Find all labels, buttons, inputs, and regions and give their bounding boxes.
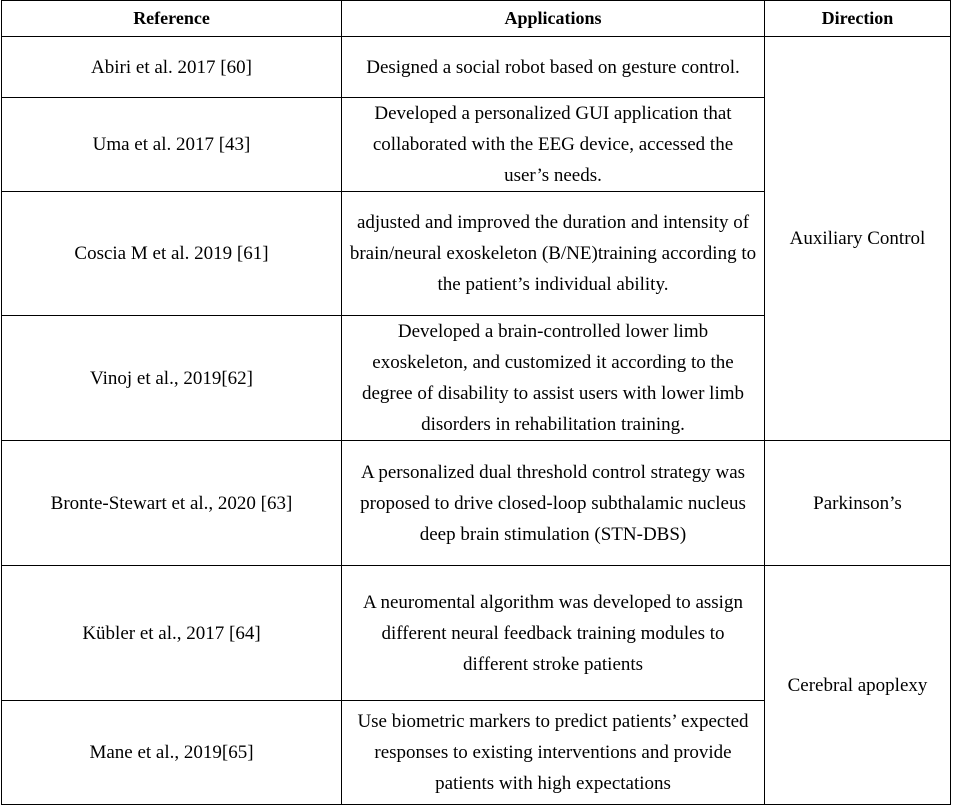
reference-cell: Mane et al., 2019[65]: [2, 701, 342, 805]
table-row: [2, 566, 951, 701]
application-cell: Use biometric markers to predict patients’ expected responses to existing interventions and provide patients with high expectations: [342, 701, 765, 805]
table-body: [2, 37, 951, 805]
direction-cell-auxiliary-control: Auxiliary Control: [765, 37, 951, 441]
direction-cell-cerebral-apoplexy: Cerebral apoplexy: [765, 566, 951, 805]
header-reference: Reference: [2, 1, 342, 37]
references-table: [1, 0, 951, 805]
table-header: [2, 1, 951, 37]
application-cell: A personalized dual threshold control strategy was proposed to drive closed-loop subthalamic nucleus deep brain stimulation (STN-DBS): [342, 441, 765, 566]
direction-cell-parkinsons: Parkinson’s: [765, 441, 951, 566]
application-cell: A neuromental algorithm was developed to assign different neural feedback training modules to different stroke patients: [342, 566, 765, 701]
application-cell: adjusted and improved the duration and intensity of brain/neural exoskeleton (B/NE)training according to the patient’s individual ability.: [342, 192, 765, 316]
reference-cell: Kübler et al., 2017 [64]: [2, 566, 342, 701]
reference-cell: Bronte-Stewart et al., 2020 [63]: [2, 441, 342, 566]
reference-cell: Uma et al. 2017 [43]: [2, 98, 342, 192]
application-cell: Designed a social robot based on gesture control.: [342, 37, 765, 98]
reference-cell: Vinoj et al., 2019[62]: [2, 316, 342, 441]
table-row: [2, 37, 951, 98]
header-applications: Applications: [342, 1, 765, 37]
application-cell: Developed a brain-controlled lower limb exoskeleton, and customized it according to the degree of disability to assist users with lower limb disorders in rehabilitation training.: [342, 316, 765, 441]
reference-cell: Coscia M et al. 2019 [61]: [2, 192, 342, 316]
application-cell: Developed a personalized GUI application that collaborated with the EEG device, accessed the user’s needs.: [342, 98, 765, 192]
header-direction: Direction: [765, 1, 951, 37]
table-row: [2, 441, 951, 566]
reference-cell: Abiri et al. 2017 [60]: [2, 37, 342, 98]
header-row: [2, 1, 951, 37]
